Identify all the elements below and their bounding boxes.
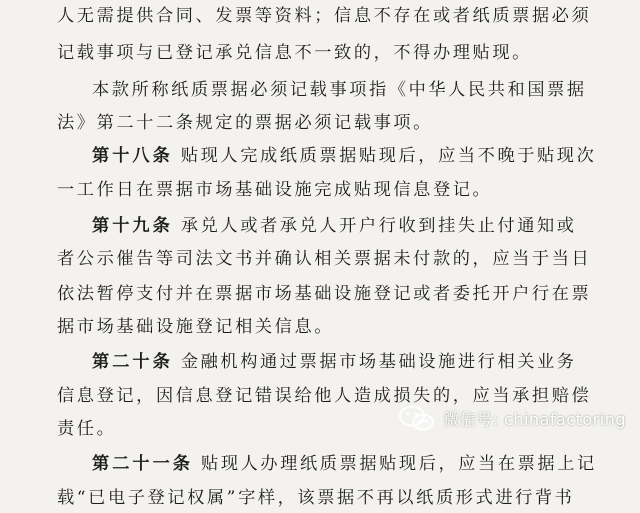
article-number: 第十八条 — [92, 146, 173, 166]
text-line — [57, 279, 591, 309]
article-number: 第二十条 — [92, 352, 173, 372]
line-text: 据市场基础设施登记相关信息。 — [57, 317, 335, 337]
line-text: 载“已电子登记权属”字样，该票据不再以纸质形式进行背书 — [57, 488, 575, 508]
line-text: 信息登记，因信息登记错误给他人造成损失的，应当承担赔偿 — [57, 386, 592, 406]
line-text: 依法暂停支付并在票据市场基础设施登记或者委托开户行在票 — [57, 284, 592, 304]
text-line — [57, 414, 116, 444]
text-line — [92, 211, 577, 241]
text-line — [57, 244, 591, 274]
article-number: 第二十一条 — [92, 454, 193, 474]
watermark — [397, 403, 626, 433]
line-text: 者公示催告等司法文书并确认相关票据未付款的，应当于当日 — [57, 249, 592, 269]
line-text: 责任。 — [57, 419, 117, 439]
text-line — [57, 38, 532, 68]
text-line — [92, 449, 597, 479]
wechat-icon — [397, 403, 437, 433]
text-line — [57, 1, 591, 31]
line-text: 金融机构通过票据市场基础设施进行相关业务 — [180, 352, 577, 372]
text-line — [57, 483, 574, 513]
line-text: 法》第二十二条规定的票据必须记载事项。 — [57, 113, 433, 133]
line-text: 人无需提供合同、发票等资料；信息不存在或者纸质票据必须 — [57, 6, 592, 26]
text-line — [92, 347, 577, 377]
line-text: 贴现人办理纸质票据贴现后，应当在票据上记 — [201, 454, 597, 474]
line-text: 本款所称纸质票据必须记载事项指《中华人民共和国票据 — [92, 80, 587, 100]
line-text: 承兑人或者承兑人开户行收到挂失止付通知或 — [180, 216, 577, 236]
text-line — [57, 108, 433, 138]
watermark-text: 微信号: chinafactoring — [443, 409, 626, 429]
article-number: 第十九条 — [92, 216, 173, 236]
line-text: 记载事项与已登记承兑信息不一致的，不得办理贴现。 — [57, 43, 532, 63]
text-line — [92, 75, 587, 105]
line-text: 贴现人完成纸质票据贴现后，应当不晚于贴现次 — [180, 146, 597, 166]
text-line — [57, 175, 492, 205]
text-line — [92, 141, 596, 171]
line-text: 一工作日在票据市场基础设施完成贴现信息登记。 — [57, 180, 493, 200]
text-line — [57, 312, 334, 342]
